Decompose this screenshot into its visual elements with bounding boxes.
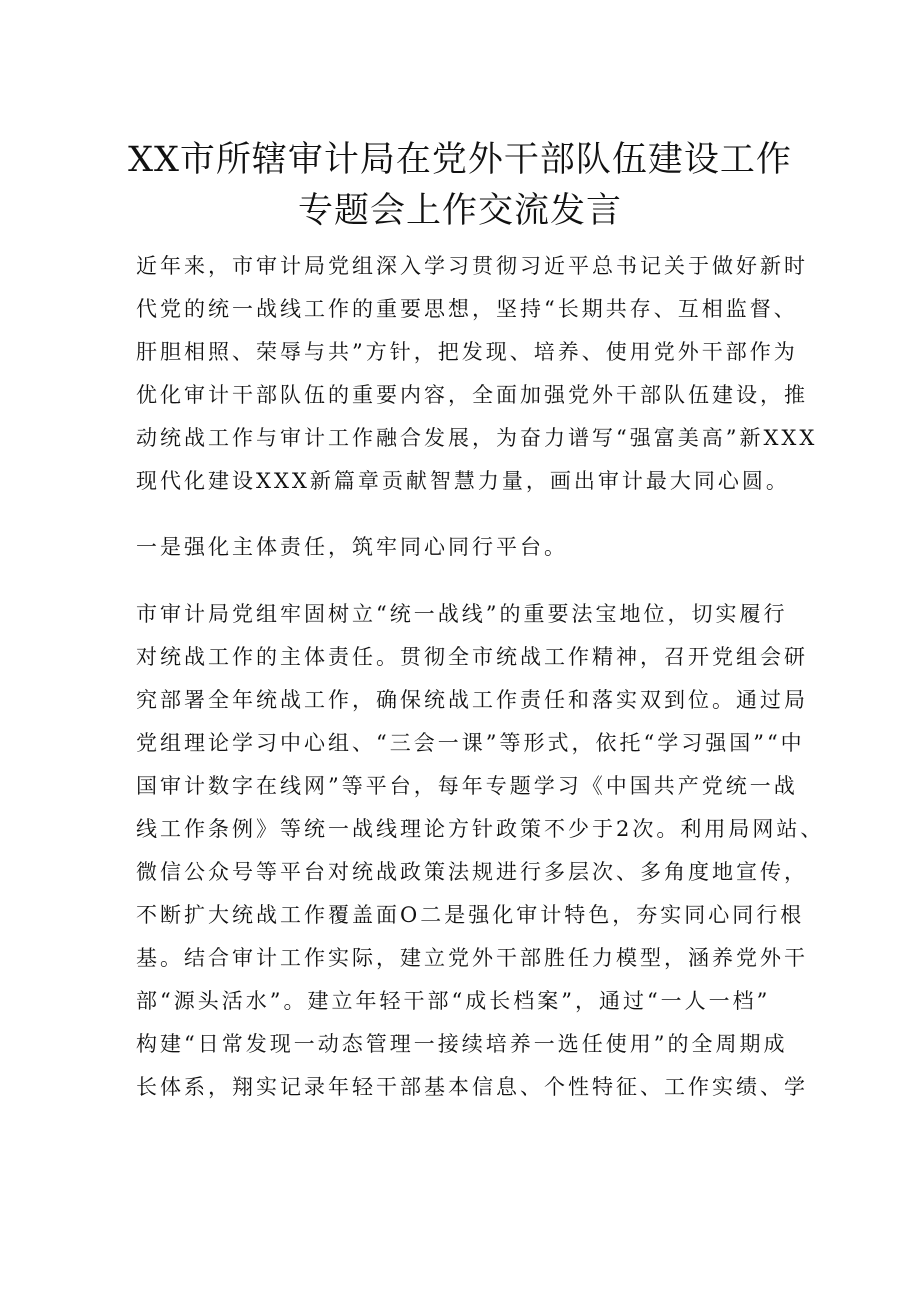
body-line: 长体系，翔实记录年轻干部基本信息、个性特征、工作实绩、学 bbox=[136, 1075, 808, 1099]
section-heading: 一是强化主体责任，筑牢同心同行平台。 bbox=[136, 535, 568, 559]
body-line: 究部署全年统战工作，确保统战工作责任和落实双到位。通过局 bbox=[136, 688, 808, 712]
body-line: 动统战工作与审计工作融合发展，为奋力谱写“强富美高”新XXX bbox=[136, 426, 818, 450]
body-line: 代党的统一战线工作的重要思想，坚持“长期共存、互相监督、 bbox=[136, 297, 798, 321]
body-line: 市审计局党组牢固树立“统一战线”的重要法宝地位，切实履行 bbox=[136, 602, 788, 626]
body-line: 国审计数字在线网”等平台，每年专题学习《中国共产党统一战 bbox=[136, 774, 798, 798]
body-line: 对统战工作的主体责任。贯彻全市统战工作精神，召开党组会研 bbox=[136, 645, 808, 669]
body-line: 不断扩大统战工作覆盖面O二是强化审计特色，夯实同心同行根 bbox=[136, 903, 805, 927]
body-line: 优化审计干部队伍的重要内容，全面加强党外干部队伍建设，推 bbox=[136, 383, 808, 407]
body-line: 部“源头活水”。建立年轻干部“成长档案”，通过“一人一档” bbox=[136, 989, 771, 1013]
body-line: 近年来，市审计局党组深入学习贯彻习近平总书记关于做好新时 bbox=[136, 254, 808, 278]
body-line: 党组理论学习中心组、“三会一课”等形式，依托“学习强国”“中 bbox=[136, 731, 805, 755]
body-line: 构建“日常发现一动态管理一接续培养一选任使用”的全周期成 bbox=[136, 1032, 788, 1056]
body-line: 现代化建设XXX新篇章贡献智慧力量，画出审计最大同心圆。 bbox=[136, 469, 790, 493]
document-title-line-1: XX市所辖审计局在党外干部队伍建设工作 bbox=[128, 140, 792, 180]
document-title-line-2: 专题会上作交流发言 bbox=[297, 191, 622, 231]
body-line: 微信公众号等平台对统战政策法规进行多层次、多角度地宣传， bbox=[136, 860, 808, 884]
body-line: 线工作条例》等统一战线理论方针政策不少于2次。利用局网站、 bbox=[136, 817, 825, 841]
body-line: 肝胆相照、荣辱与共”方针，把发现、培养、使用党外干部作为 bbox=[136, 340, 798, 364]
body-line: 基。结合审计工作实际，建立党外干部胜任力模型，涵养党外干 bbox=[136, 946, 808, 970]
